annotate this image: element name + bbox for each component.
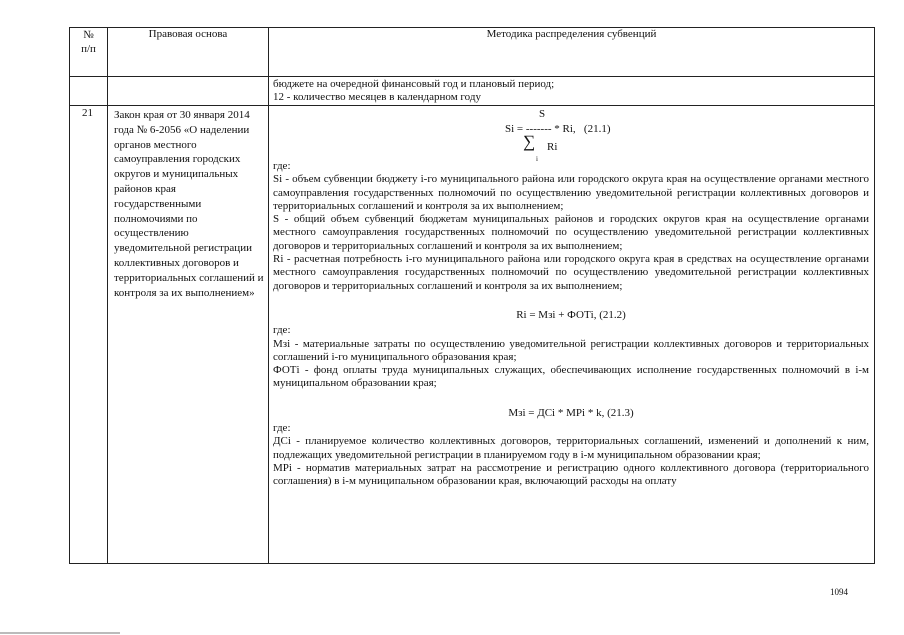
formula-main: Si = ------- * Ri, (21.1) <box>505 123 611 135</box>
row-number: 21 <box>70 106 108 564</box>
sigma-symbol: ∑ <box>523 132 536 151</box>
definition-mz: Мзi - материальные затраты по осуществлению уведомительной регистрации коллективных договоров и территориальных соглашений i-го муниципального образования края; <box>273 337 869 363</box>
formula-denominator: Ri <box>547 141 558 153</box>
legal-basis-text: Закон края от 30 января 2014 года № 6-2056 «О наделении органов местного самоуправления городских округов и муниципальных районов края государственными полномочиями по осуществлению уведомительной регистрации коллективных договоров и территориальных соглашений и контроля за их выполнением» <box>108 106 269 564</box>
methodology-cell <box>269 106 875 564</box>
continuation-line-1: бюджете на очередной финансовый год и плановый период; <box>273 78 555 90</box>
where-label-3: где: <box>273 422 291 435</box>
header-legal-basis: Правовая основа <box>108 28 269 77</box>
formula-21-1 <box>273 108 869 163</box>
subvention-table <box>69 27 875 564</box>
where-label-1: где: <box>273 160 291 172</box>
formula-21-2: Ri = Мзi + ФОТi, (21.2) <box>516 308 626 321</box>
continuation-row <box>70 77 875 106</box>
continuation-line-2: 12 - количество месяцев в календарном году <box>273 91 481 104</box>
where-label-2: где: <box>273 324 291 337</box>
header-methodology: Методика распределения субвенций <box>269 28 875 77</box>
definition-ds: ДСi - планируемое количество коллективных договоров, территориальных соглашений, изменений и дополнений к ним, подлежащих уведомительной регистрации в планируемом году в i-м муниципальном образовании края; <box>273 435 869 461</box>
definition-si: Si - объем субвенции бюджету i-го муниципального района или городского округа края на осуществление органами местного самоуправления государственных полномочий по осуществлению уведомительной регистрации коллективных договоров и территориальных соглашений и контроля за их выполнением; <box>273 173 869 212</box>
table-header-row <box>70 28 875 77</box>
formula-numerator: S <box>539 108 546 120</box>
definition-mr: МРi - норматив материальных затрат на рассмотрение и регистрацию одного коллективного договора (территориального соглашения) в i-м муниципальном образовании края, включающий расходы на оплату <box>273 461 869 488</box>
sigma-index: i <box>536 155 538 163</box>
definition-s: S - общий объем субвенций бюджетам муниципальных районов и городских округов края на осуществление органами местного самоуправления государственных полномочий по осуществлению уведомительной регистрации коллективных договоров и территориальных соглашений и контроля за их выполнением; <box>273 213 869 252</box>
page-number: 1094 <box>830 587 848 597</box>
definition-ri: Ri - расчетная потребность i-го муниципального района или городского округа края в средствах на осуществление органами местного самоуправления государственных полномочий по осуществлению уведомительной регистрации коллективных договоров и территориальных соглашений и контроля за их выполнением; <box>273 253 869 292</box>
scan-edge-divider <box>0 632 120 634</box>
formula-21-3: Мзi = ДСi * МРi * k, (21.3) <box>508 406 634 419</box>
definition-fot: ФОТi - фонд оплаты труда муниципальных служащих, обеспечивающих исполнение государственных полномочий в i-м муниципальном образовании края; <box>273 364 869 390</box>
continuation-cell <box>269 77 875 106</box>
header-number: № п/п <box>70 28 108 77</box>
table-row-21 <box>70 106 875 564</box>
